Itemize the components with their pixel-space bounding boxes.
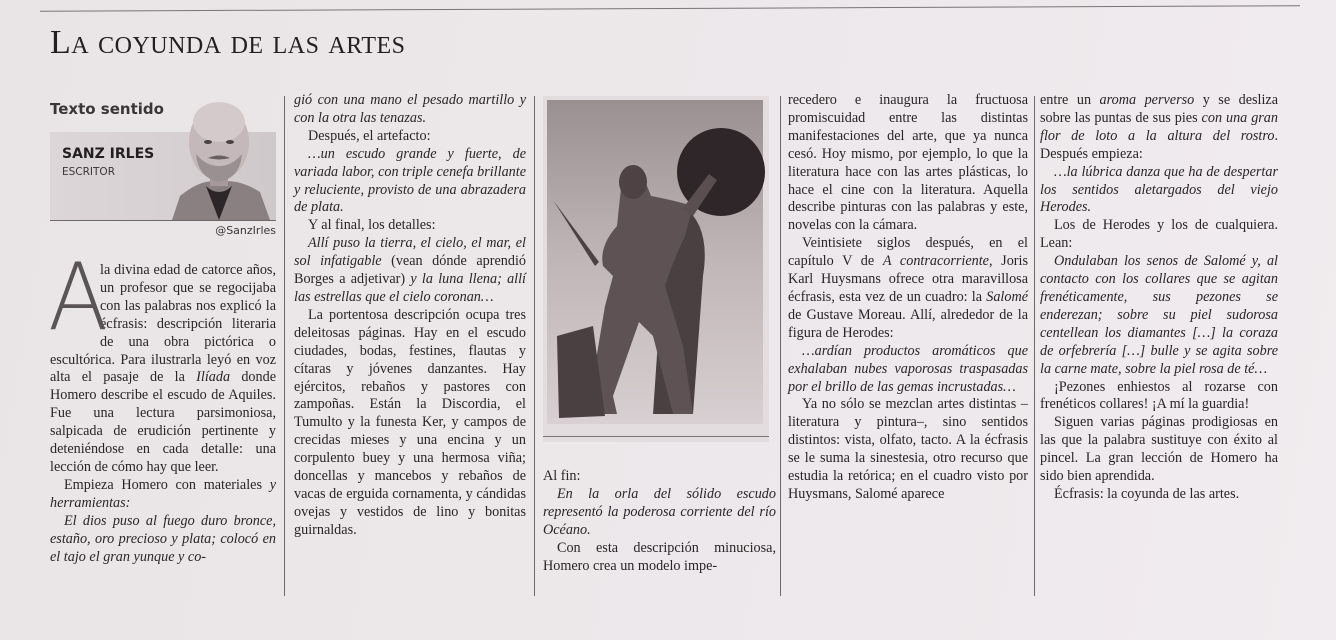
column-divider <box>1034 96 1035 596</box>
paragraph: En la orla del sólido escudo representó la poderosa corriente del río Océano. <box>543 485 776 538</box>
paragraph: Écfrasis: la coyunda de las artes. <box>1054 485 1240 502</box>
headline: La coyunda de las artes <box>50 24 406 61</box>
column-1 <box>48 243 276 566</box>
author-portrait-icon <box>162 96 276 220</box>
caption-rule <box>543 436 769 437</box>
paragraph: Empieza Homero con materiales y herramientas: <box>50 476 276 511</box>
paragraph: Los de Herodes y los de cualquiera. Lean: <box>1040 217 1278 252</box>
paragraph: La portentosa descripción ocupa tres deleitosas páginas. Hay en el escudo ciudades, bodas, festines, flautas y cítaras y jóvenes danzantes. Hay ejércitos, rebaños y pastores con zampoñas. Están la Discordia, el Tumulto y la funesta Ker, y campos de crecidas mieses y una encina y un corpulento buey y una hermosa viña; doncellas y mancebos y rebaños de vacas de erguida cornamenta, y cándidas ovejas y vestidos de lino y bonitas guirnaldas. <box>294 306 526 538</box>
column-2 <box>294 92 526 540</box>
author-role: ESCRITOR <box>62 166 115 178</box>
paragraph: …la lúbrica danza que ha de despertar los sentidos aletargados del viejo Herodes. <box>1040 163 1278 216</box>
section-label: Texto sentido <box>50 100 164 118</box>
paragraph: Después, el artefacto: <box>308 127 431 144</box>
paragraph: El dios puso al fuego duro bronce, estaño, oro precioso y plata; colocó en el tajo el gran yunque y co- <box>50 512 276 565</box>
top-rule <box>40 5 1300 11</box>
drop-cap: A <box>48 243 109 352</box>
author-handle: @SanzIrles <box>215 224 276 237</box>
paragraph: Ya no sólo se mezclan artes distintas –literatura y pintura–, sino sentidos distintos: vista, olfato, tacto. A la écfrasis se le suma la sinestesia, otro recurso que estudia la retórica; en el cuadro visto por Huysmans, Salomé aparece <box>788 396 1028 502</box>
column-divider <box>534 96 535 596</box>
paragraph: Al fin: <box>543 468 581 484</box>
paragraph: Allí puso la tierra, el cielo, el mar, el sol infatigable (vean dónde aprendió Borges a adjetivar) y la luna llena; allí las estrellas que el cielo coronan… <box>294 235 526 305</box>
paragraph: gió con una mano el pesado martillo y con la otra las tenazas. <box>294 92 526 126</box>
paragraph: Y al final, los detalles: <box>308 217 436 234</box>
paragraph: la divina edad de catorce años, un profesor que se regocijaba con las palabras nos explicó la écfrasis: descripción literaria de una obra pictórica o escultórica. Para ilustrarla leyó en voz alta el pasaje de la Ilíada donde Homero describe el escudo de Aquiles. Fue una lectura parsimoniosa, salpicada de erudición pertinente y deteniéndose en cada detalle: una lección de cómo hay que leer. <box>50 262 276 475</box>
author-name: SANZ IRLES <box>62 146 155 162</box>
byline-box <box>50 96 276 241</box>
paragraph: Siguen varias páginas prodigiosas en las que la palabra sustituye con éxito al pincel. La gran lección de Homero ha sido bien aprendida. <box>1040 414 1278 485</box>
column-3 <box>543 468 776 575</box>
paragraph: …ardían productos aromáticos que exhalaban nubes vaporosas traspasadas por el brillo de las gemas incrustadas… <box>788 342 1028 395</box>
paragraph: …un escudo grande y fuerte, de variada labor, con triple cenefa brillante y reluciente, provisto de una abrazadera de plata. <box>294 145 526 216</box>
column-divider <box>284 96 285 596</box>
column-4 <box>788 92 1028 504</box>
statue-photo <box>543 96 769 442</box>
paragraph: Ondulaban los senos de Salomé y, al contacto con los collares que se agitan frenéticamente, sus pezones se enderezan; sobre su piel sudorosa centellean los diamantes […] la coraza de orfebrería […] bulle y se agita sobre la carne mate, sobre la piel rosa de té… <box>1040 253 1278 377</box>
column-divider <box>780 96 781 596</box>
paragraph: Veintisiete siglos después, en el capítulo V de A contracorriente, Joris Karl Huysmans ofrece otra maravillosa écfrasis, esta vez de un cuadro: la Salomé de Gustave Moreau. Allí, alrededor de la figura de Herodes: <box>788 235 1028 341</box>
paragraph: recedero e inaugura la fructuosa promiscuidad entre las distintas manifestaciones del arte, que ya nunca cesó. Hoy mismo, por ejemplo, lo que la literatura hace con las artes plásticas, lo hace el cine con la literatura. Aquella describe pinturas con las palabras y este, novelas con la cámara. <box>788 92 1028 234</box>
paragraph: entre un aroma perverso y se desliza sobre las puntas de sus pies con una gran flor de loto a la altura del rostro. Después empieza: <box>1040 92 1279 162</box>
column-5 <box>1040 92 1278 504</box>
paragraph: Con esta descripción minuciosa, Homero crea un modelo impe- <box>543 539 776 574</box>
paragraph: ¡Pezones enhiestos al rozarse con frenéticos collares! ¡A mí la guardia! <box>1040 378 1278 413</box>
